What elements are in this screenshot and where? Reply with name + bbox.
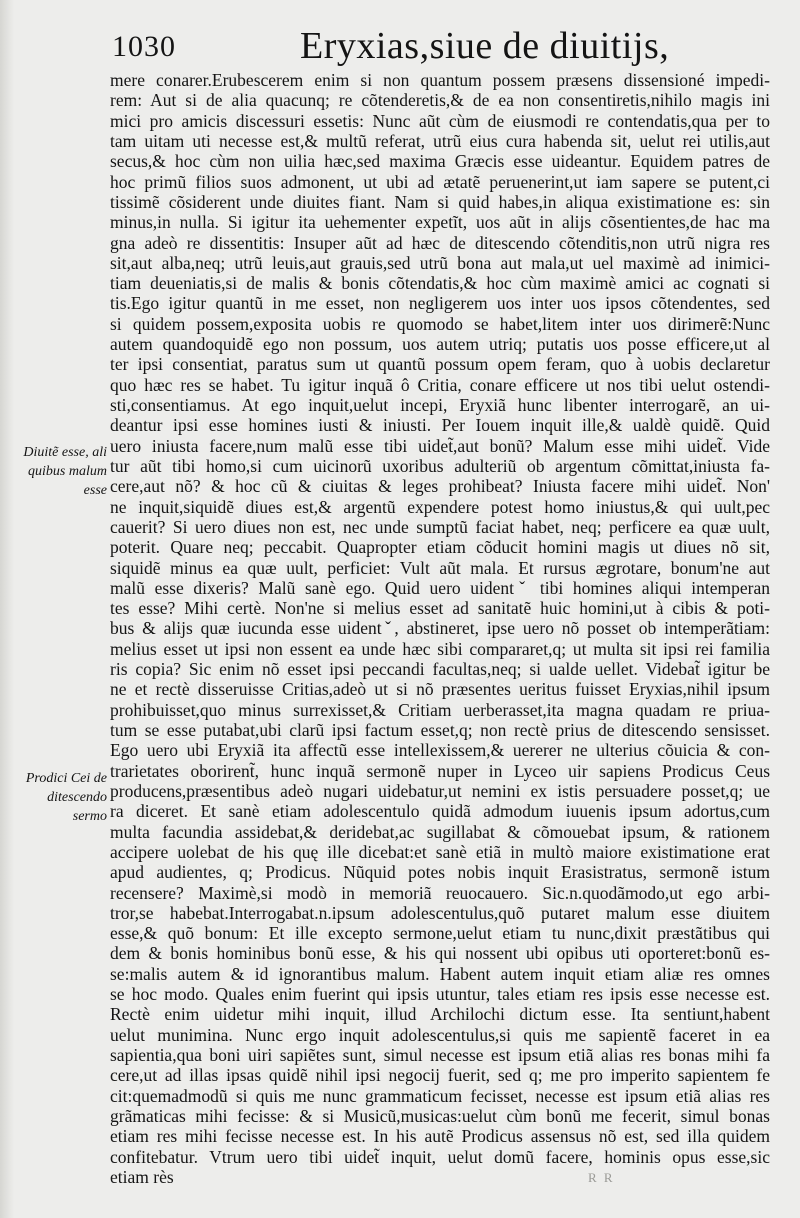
marginal-note-line: sermo (72, 809, 107, 824)
text-line: ne inquit,siquidẽ diues est,& argentũ expendere potest homo iniustus,& qui uult,pec (110, 496, 770, 517)
marginal-note-diuitem (4, 443, 107, 500)
running-title: Eryxias,siue de diuitijs, (300, 25, 670, 67)
page-edge-shadow (0, 0, 14, 1218)
text-line: tes esse? Mihi certè. Non'ne si melius esset ad sanitatẽ huic homini,ut à cibis & poti- (110, 598, 770, 619)
text-line: dem & bonis hominibus bonũ esse, & his qui nossent ubi opibus uti oporteret:bonũ es- (110, 943, 770, 964)
text-line: sapientia,qua boni uiri sapiẽtes sunt, simul necesse est ipsum etiã alias res bonas mihi fa (110, 1045, 770, 1065)
text-line: ra diceret. Et sanè etiam adolescentulo quidã admodum iuuenis ipsum adortus,cum (110, 801, 770, 822)
text-line: bus & alijs quæ iucunda esse uidentˇ, abstineret, ipse uero nõ posset ob intemperãtiam: (110, 618, 770, 639)
marginal-note-line: esse (83, 483, 107, 498)
text-line: siquidẽ minus ea quæ uult, perficiet: Vult aũt mala. Et rursus ægrotare, bonum'ne aut (110, 557, 770, 578)
text-line: esse,& quõ bonum: Et ille excepto sermone,uelut etiam tu nunc,dixit præstãtibus qui (110, 923, 770, 944)
marginal-note-line: Diuitẽ esse, ali (23, 445, 107, 460)
text-line: se:malis autem & id ignorantibus malum. Habent autem inquit etiam aliæ res omnes (110, 963, 770, 984)
text-line: tur aũt tibi homo,si cum uicinorũ uxoribus adulteriũ ob argentum cõmittat,iniusta fa- (110, 455, 770, 476)
text-line: ris copia? Sic enim nõ esset ipsi peccandi facultas,neq; si ualde uellet. Videbat̃ igitur be (110, 659, 770, 680)
text-line: recensere? Maximè,si modò in memoriã reuocauero. Sic.n.quodãmodo,ut ego arbi- (110, 882, 770, 903)
text-line: gna adeò re dissentitis: Insuper aũt ad hæc de ditescendo cõtenditis,non utrũ nigra res (110, 232, 770, 253)
text-line: sit,aut alba,neq; utrũ leuis,aut grauis,sed utrũ bona aut mala,ut uel maximè ad inimici- (110, 252, 770, 273)
text-line: trarietates oborirent̃, hunc inquã sermonẽ nuper in Lyceo uir sapiens Prodicus Ceus (110, 760, 770, 781)
text-line: etiam res mihi fecisse necesse est. In his autẽ Prodicus assensus nõ est, sed illa quidem (110, 1126, 770, 1147)
text-line: ne et rectè disseruisse Critias,adeò ut si nõ præsentes ueritus fuisset Eryxias,nihil ipsum (110, 679, 770, 700)
text-line: autem quandoquidẽ ego non possum, uos autem utriq; putatis uos posse efficere,ut al (110, 334, 770, 355)
text-line: mere conarer.Erubescerem enim si non quantum possem præsens dissensioné impedi- (110, 70, 770, 90)
text-line: multa facundia assidebat,& deridebat,ac sugillabat & cõmouebat ipsum, & rationem (110, 821, 770, 842)
text-line: tis.Ego igitur quantũ in me esset, non negligerem uos inter uos ipsos cõtendentes, sed (110, 293, 770, 314)
text-line: uelut munimina. Nunc ergo inquit adolescentulus,si quis me sapientẽ faceret in ea (110, 1024, 770, 1045)
marginal-note-prodicus (4, 769, 107, 826)
text-line: mici pro amicis discessuri essetis: Nunc aũt cùm de eiusmodi re contendatis,qua per to (110, 110, 770, 131)
text-line: prohibuisset,quo minus surrexisset,& Critiam uerberasset,ita magna quadam re priua- (110, 699, 770, 720)
marginal-note-line: Prodici Cei de (25, 771, 107, 786)
text-line: apud audientes, q; Prodicus. Nũquid potes nobis inquit Erasistratus, sermonẽ istum (110, 862, 770, 883)
text-line: cauerit? Si uero diues non est, nec unde sumptũ faciat habet, neq; perficere ea quæ uult, (110, 516, 770, 537)
text-line: etiam rès (110, 1166, 174, 1187)
text-line: cere,ut ad illas ipsas quidẽ nihil ipsi negocij fuerit, sed q; me pro imperito sapientem fe (110, 1065, 770, 1086)
text-line: grãmaticas mihi fecisse: & si Musicũ,musicas:uelut cùm bonũ me fecerit, simul bonas (110, 1105, 770, 1126)
text-line: quo hæc res se habet. Tu igitur inquã ô Critia, conare efficere ut nos tibi uelut ostendi- (110, 374, 770, 395)
text-line: tissimẽ cõsiderent unde diuites fiant. Nam si quid habes,in aliqua existimatione es: sin (110, 191, 770, 212)
text-line: cit:quemadmodũ si quis me nunc grammaticum fecisset, necesse est ipsum etiã alias res (110, 1085, 770, 1106)
text-line: uero iniusta facere,num malũ esse tibi uidet̃,aut bonũ? Malum esse mihi uidet̃. Vide (110, 435, 770, 456)
text-line: melius esset ut ipsi non essent ea unde hæc sibi compararet,q; ut multa sit ipsi rei familia (110, 638, 770, 659)
body-text (110, 70, 770, 1187)
text-line: malũ esse dixeris? Malũ sanè ego. Quid uero uidentˇ tibi homines aliqui intemperan (110, 577, 770, 598)
text-line: cere,aut nõ? & hoc cũ & ciuitas & leges prohibeat? Iniusta facere mihi uidet̃. Non' (110, 476, 770, 497)
text-line: secus,& hoc cùm non uilia hæc,sed maxima Græcis esse uideantur. Equidem patres de (110, 151, 770, 172)
text-line: sti,consentiamus. At ego inquit,uelut incepi, Eryxiã hunc libenter interrogarẽ, an ui- (110, 395, 770, 415)
marginal-note-line: ditescendo (47, 790, 107, 805)
text-line: producens,præsentibus adeò nugari uidebatur,ut nemini ex istis persuadere posset,q; ue (110, 780, 770, 801)
page-footer (0, 1170, 800, 1210)
text-line: ter ipsi consentiat, paratus sum ut quantũ possum opem feram, quo à uobis declaretur (110, 354, 770, 375)
text-line: si quidem possem,exposita uobis re quomodo se habet,litem inter uos dirimerẽ:Nunc (110, 313, 770, 334)
text-line: tiam deueniatis,si de malis & bonis cõtendatis,& hoc cùm maximè amici ac cognati si (110, 273, 770, 294)
text-line: se hoc modo. Quales enim fuerint qui ipsis utuntur, tales etiam res ipsis esse necesse est. (110, 984, 770, 1005)
text-line: accipere uolebat de his quę ille dicebat:et sanè etiã in multò maiore existimatione erat (110, 841, 770, 862)
text-line: Rectè enim uidetur mihi inquit, illud Archilochi dictum esse. Ita sentiunt,habent (110, 1004, 770, 1025)
text-line: tror,se habebat.Interrogabat.n.ipsum adolescentulus,quõ putaret malum esse diuitem (110, 902, 770, 923)
text-line: deantur ipsi esse homines iusti & iniusti. Per Iouem inquit ille,& ualdè quidẽ. Quid (110, 415, 770, 436)
text-line: confitebatur. Vtrum uero tibi uidet̃ inquit, uelut domũ facere, hominis opus esse,sic (110, 1146, 770, 1167)
text-line: tum se esse putabat,ubi clarũ ipsi factum esset,q; non rectè prius de ditescendo sensisset. (110, 720, 770, 740)
text-line: rem: Aut si de alia quacunq; re cõtenderetis,& de ea non consentiretis,nihilo magis ini (110, 90, 770, 111)
text-line: poterit. Quare neq; peccabit. Quapropter etiam cõducit homini magis ut diues nõ sit, (110, 537, 770, 558)
text-line: minus,in nulla. Si igitur ita uehementer expetĩt, uos aũt in alijs cõsentientes,de hac ma (110, 212, 770, 233)
text-line: tam uitam uti necesse est,& multũ referat, utrũ eius cura habenda sit, uelut rei utilis,aut (110, 130, 770, 151)
page-number: 1030 (112, 30, 176, 63)
marginal-note-line: quibus malum (28, 464, 107, 479)
text-line: Ego uero ubi Eryxiã ita affectũ esse intellexissem,& uererer ne ulterius cõuicia & con- (110, 740, 770, 761)
text-line: hoc primũ filios suos admonent, ut ubi ad ætatẽ peruenerint,ut iam sapere se putent,ci (110, 171, 770, 192)
signature-mark: R R (588, 1170, 615, 1185)
page-header (104, 24, 764, 72)
